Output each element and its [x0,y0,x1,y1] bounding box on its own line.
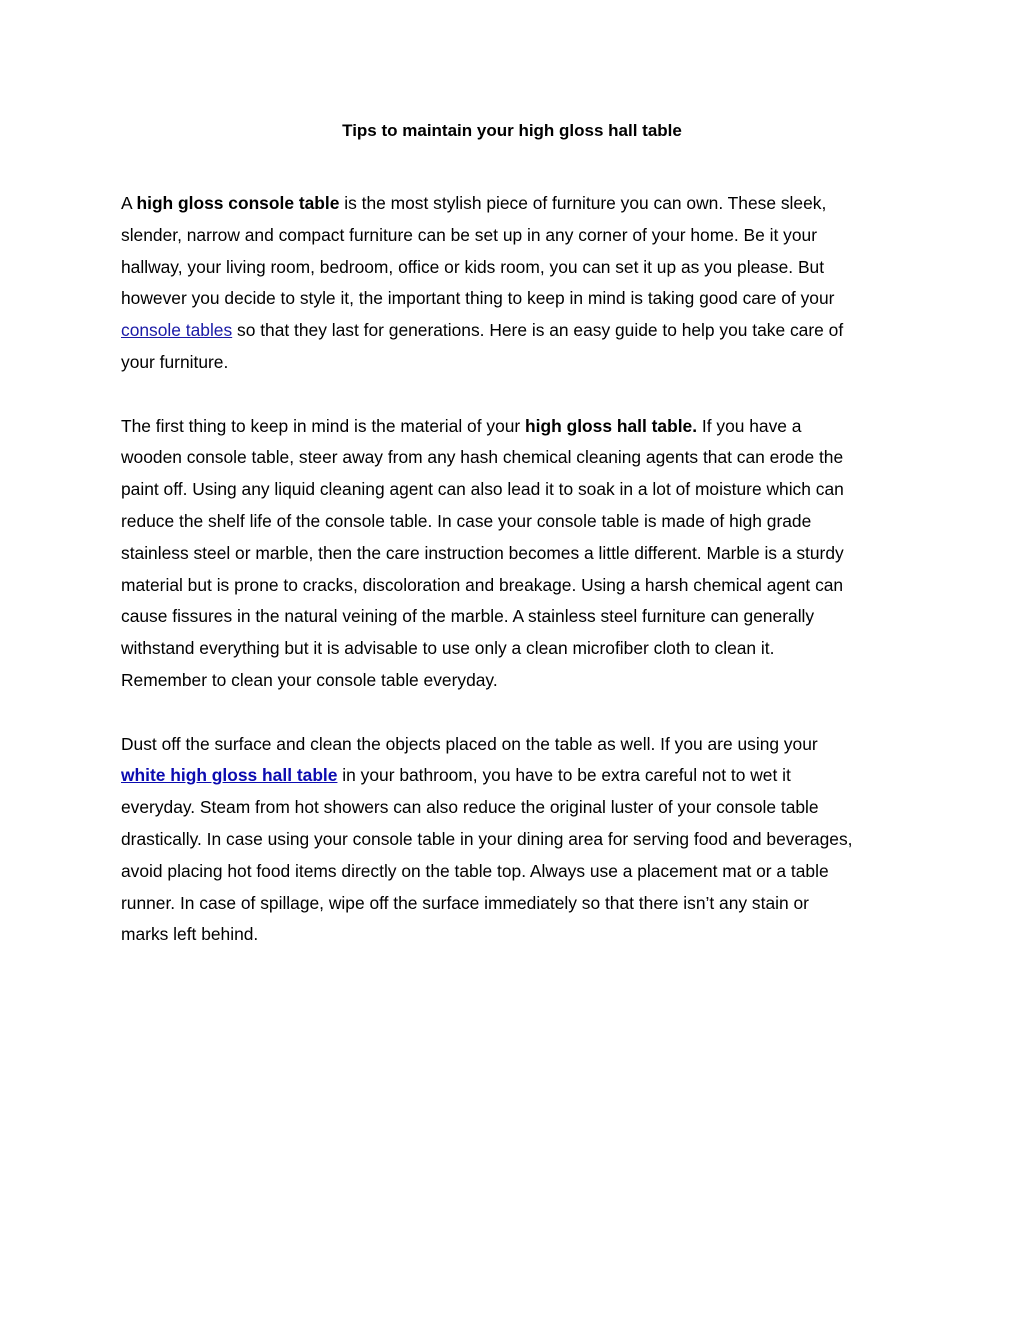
text-line: drastically. In case using your console table in your dining area for serving food and beverages, [121,828,853,849]
text-line: marks left behind. [121,924,259,945]
text-line: slender, narrow and compact furniture can be set up in any corner of your home. Be it your [121,224,817,245]
text-line: withstand everything but it is advisable to use only a clean microfiber cloth to clean it. [121,638,775,659]
paragraph-care [121,729,921,952]
console-tables-link[interactable]: console tables [121,320,233,341]
text-line: cause fissures in the natural veining of the marble. A stainless steel furniture can generally [121,606,815,627]
text-line [121,411,921,443]
bold-keyword: high gloss hall table. [525,415,698,436]
text-line [121,188,921,220]
text-segment: so that they last for generations. Here is an easy guide to help you take care of [232,320,844,341]
text-line [121,315,921,347]
text-line: avoid placing hot food items directly on the table top. Always use a placement mat or a table [121,860,829,881]
text-line: runner. In case of spillage, wipe off the surface immediately so that there isn’t any stain or [121,892,809,913]
text-line: material but is prone to cracks, discoloration and breakage. Using a harsh chemical agent can [121,574,844,595]
text-line: stainless steel or marble, then the care instruction becomes a little different. Marble is a sturdy [121,542,844,563]
text-segment: A [121,193,137,213]
paragraph-intro [121,188,921,379]
text-segment: in your bathroom, you have to be extra careful not to wet it [337,765,791,786]
text-line: however you decide to style it, the important thing to keep in mind is taking good care of your [121,288,835,309]
text-line: Remember to clean your console table everyday. [121,669,498,690]
text-segment: The first thing to keep in mind is the material of your [121,415,526,436]
text-line: paint off. Using any liquid cleaning agent can also lead it to soak in a lot of moisture which can [121,479,844,500]
document-title: Tips to maintain your high gloss hall table [342,121,682,140]
paragraph-material [121,411,921,697]
text-segment: is the most stylish piece of furniture you can own. These sleek, [339,193,827,213]
text-line: Dust off the surface and clean the objects placed on the table as well. If you are using your [121,733,818,754]
text-line [121,760,921,792]
text-line: your furniture. [121,351,229,372]
white-high-gloss-hall-table-link[interactable]: white high gloss hall table [121,765,338,786]
document-body [121,188,921,983]
text-line: wooden console table, steer away from any hash chemical cleaning agents that can erode the [121,447,844,468]
text-line: everyday. Steam from hot showers can also reduce the original luster of your console table [121,797,819,818]
bold-keyword: high gloss console table [136,193,340,213]
text-line: reduce the shelf life of the console table. In case your console table is made of high grade [121,510,812,531]
text-line: hallway, your living room, bedroom, office or kids room, you can set it up as you please. But [121,256,825,277]
text-segment: If you have a [697,415,802,436]
